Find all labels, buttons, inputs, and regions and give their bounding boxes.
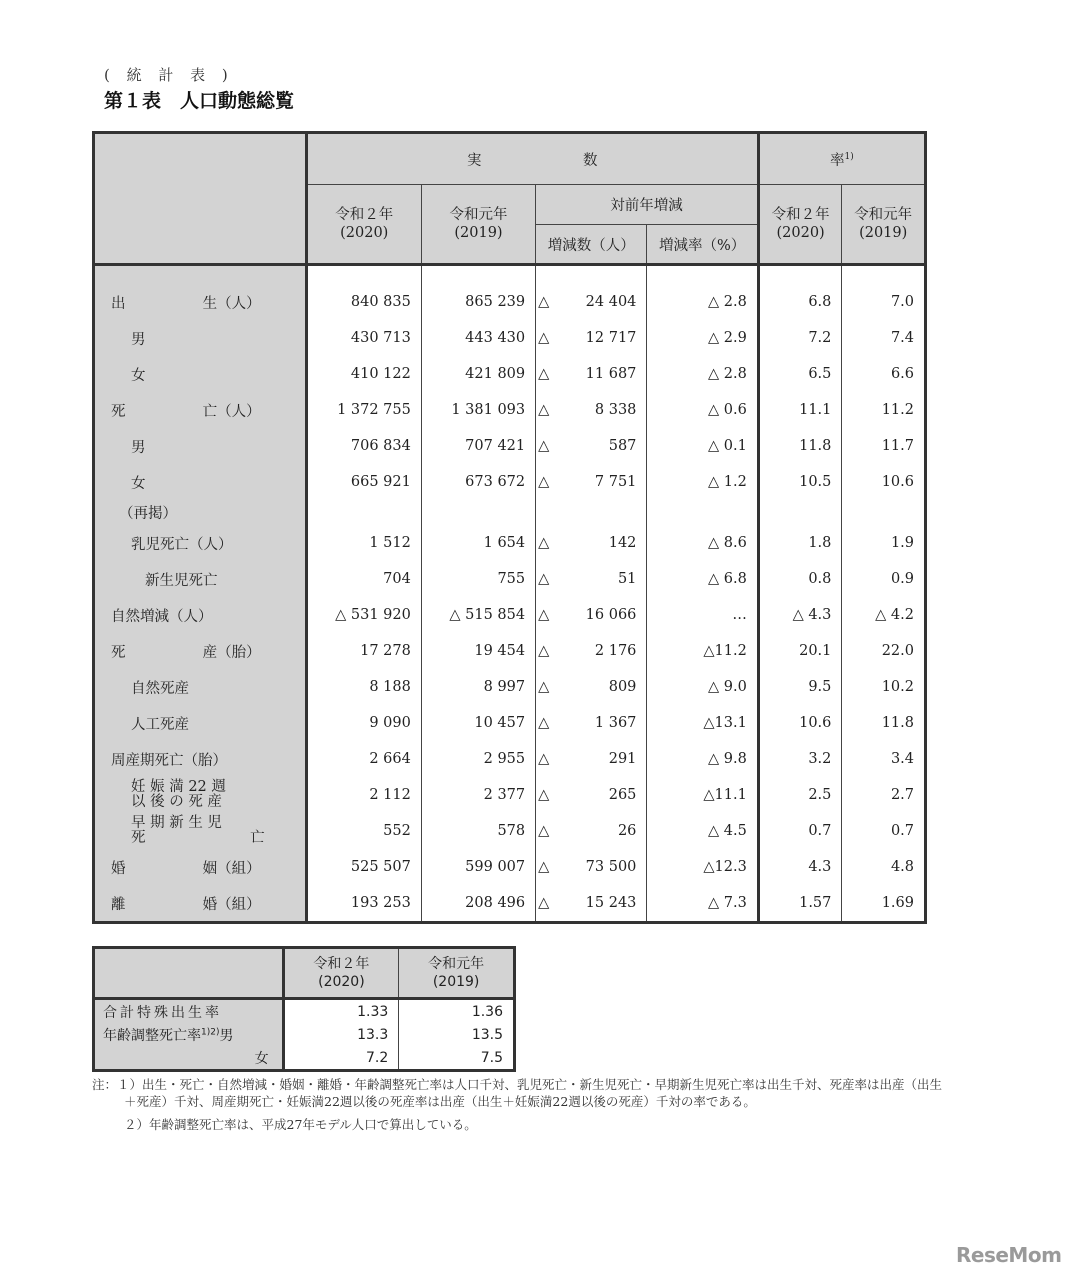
diff-count bbox=[536, 561, 647, 597]
row-label-part: 姻（組） bbox=[202, 860, 261, 877]
rate-2020: 11.8 bbox=[758, 428, 842, 464]
header-corner bbox=[94, 133, 307, 265]
rate-2019: 1.69 bbox=[842, 885, 926, 923]
diff-rate: △ 7.3 bbox=[647, 885, 758, 923]
diff-count bbox=[536, 849, 647, 885]
rate-2019: 7.4 bbox=[842, 320, 926, 356]
row-label: 乳児死亡（人） bbox=[94, 525, 307, 561]
value-2019: △ 515 854 bbox=[421, 597, 535, 633]
rate-2020: 11.1 bbox=[758, 392, 842, 428]
row-label-part: 離 bbox=[111, 896, 126, 913]
empty-cell bbox=[306, 500, 421, 525]
rate-2020: 3.2 bbox=[758, 741, 842, 777]
triangle-icon: △ bbox=[538, 438, 550, 454]
row-label-text: 年齢調整死亡率 bbox=[103, 1027, 201, 1044]
table-row bbox=[94, 999, 515, 1024]
diff-rate: … bbox=[647, 597, 758, 633]
table-row bbox=[94, 705, 926, 741]
table-row bbox=[94, 1046, 515, 1071]
value-2019: 599 007 bbox=[421, 849, 535, 885]
header-2019-label: 令和元年 bbox=[428, 956, 485, 972]
table-row bbox=[94, 500, 926, 525]
value-2019: 673 672 bbox=[421, 464, 535, 500]
empty-cell bbox=[758, 500, 842, 525]
row-label-part: 死 bbox=[111, 403, 126, 420]
header-rate-2020-year: (2020) bbox=[776, 225, 825, 241]
spacer bbox=[421, 265, 535, 285]
triangle-icon: △ bbox=[538, 402, 550, 418]
row-label bbox=[94, 1023, 284, 1046]
page-title: 第１表 人口動態総覧 bbox=[104, 90, 295, 112]
diff-value: 26 bbox=[617, 823, 637, 839]
value-2019: 1.36 bbox=[399, 999, 515, 1024]
rate-2019: 7.0 bbox=[842, 284, 926, 320]
diff-count bbox=[536, 705, 647, 741]
table-row bbox=[94, 885, 926, 923]
table-category-label: ( 統 計 表 ) bbox=[104, 66, 234, 84]
empty-cell bbox=[421, 500, 535, 525]
value-2019: 421 809 bbox=[421, 356, 535, 392]
header-2020-label: 令和２年 bbox=[313, 956, 370, 972]
value-2020: 7.2 bbox=[283, 1046, 399, 1071]
table-row bbox=[94, 428, 926, 464]
diff-count bbox=[536, 525, 647, 561]
value-2020: △ 531 920 bbox=[306, 597, 421, 633]
header-2019-year: (2019) bbox=[454, 225, 503, 241]
rate-2020: 1.8 bbox=[758, 525, 842, 561]
rate-2019: 22.0 bbox=[842, 633, 926, 669]
header-actual: 実 数 bbox=[306, 133, 758, 185]
rate-2019: 0.9 bbox=[842, 561, 926, 597]
header-rate-2019-label: 令和元年 bbox=[854, 207, 913, 223]
value-2020: 552 bbox=[306, 813, 421, 849]
header-2019-year: (2019) bbox=[432, 974, 480, 990]
row-label: 女 bbox=[94, 464, 307, 500]
table-row bbox=[94, 813, 926, 849]
diff-value: 265 bbox=[608, 787, 637, 803]
row-label-part: 出 bbox=[111, 295, 126, 312]
diff-value: 24 404 bbox=[585, 294, 637, 310]
value-2020: 525 507 bbox=[306, 849, 421, 885]
rate-2019: 10.2 bbox=[842, 669, 926, 705]
rate-2020: 0.7 bbox=[758, 813, 842, 849]
table-row bbox=[94, 561, 926, 597]
spacer bbox=[536, 265, 647, 285]
diff-value: 587 bbox=[608, 438, 637, 454]
triangle-icon: △ bbox=[538, 679, 550, 695]
rate-2020: 0.8 bbox=[758, 561, 842, 597]
header-yoy-count: 増減数（人） bbox=[536, 225, 647, 265]
value-2020: 665 921 bbox=[306, 464, 421, 500]
spacer bbox=[842, 265, 926, 285]
value-2019: 2 377 bbox=[421, 777, 535, 813]
diff-rate: △ 4.5 bbox=[647, 813, 758, 849]
triangle-icon: △ bbox=[538, 715, 550, 731]
triangle-icon: △ bbox=[538, 607, 550, 623]
value-2019: 19 454 bbox=[421, 633, 535, 669]
rate-2019: 2.7 bbox=[842, 777, 926, 813]
rate-2020: 4.3 bbox=[758, 849, 842, 885]
footnote-ref: 1)2) bbox=[201, 1026, 220, 1037]
row-label-part: 婚 bbox=[111, 860, 126, 877]
triangle-icon: △ bbox=[538, 366, 550, 382]
rate-2019: 3.4 bbox=[842, 741, 926, 777]
rate-2019: △ 4.2 bbox=[842, 597, 926, 633]
diff-rate: △11.2 bbox=[647, 633, 758, 669]
value-2020: 2 664 bbox=[306, 741, 421, 777]
diff-rate: △ 6.8 bbox=[647, 561, 758, 597]
value-2020: 8 188 bbox=[306, 669, 421, 705]
triangle-icon: △ bbox=[538, 787, 550, 803]
value-2020: 1.33 bbox=[283, 999, 399, 1024]
row-label-line: 以 後 の 死 産 bbox=[131, 794, 222, 810]
row-label-line: 早 期 新 生 児 bbox=[131, 815, 222, 831]
rate-2019: 6.6 bbox=[842, 356, 926, 392]
value-2019: 578 bbox=[421, 813, 535, 849]
triangle-icon: △ bbox=[538, 474, 550, 490]
header-rate-2020-label: 令和２年 bbox=[771, 207, 830, 223]
value-2020: 840 835 bbox=[306, 284, 421, 320]
diff-value: 15 243 bbox=[585, 895, 637, 911]
diff-value: 12 717 bbox=[585, 330, 637, 346]
row-label: 男 bbox=[94, 428, 307, 464]
triangle-icon: △ bbox=[538, 823, 550, 839]
triangle-icon: △ bbox=[538, 859, 550, 875]
header-corner bbox=[94, 948, 284, 999]
footnotes bbox=[92, 1076, 942, 1133]
header-2019 bbox=[399, 948, 515, 999]
triangle-icon: △ bbox=[538, 535, 550, 551]
empty-cell bbox=[842, 500, 926, 525]
header-2020-year: (2020) bbox=[318, 974, 365, 990]
diff-rate: △12.3 bbox=[647, 849, 758, 885]
population-dynamics-table bbox=[92, 131, 927, 924]
row-label bbox=[94, 777, 307, 813]
row-label-part: 亡（人） bbox=[202, 403, 261, 420]
row-label-part: 産（胎） bbox=[202, 644, 261, 661]
row-label-line: 妊 娠 満 22 週 bbox=[131, 779, 226, 795]
row-label-sex: 女 bbox=[94, 1046, 284, 1071]
diff-value: 2 176 bbox=[594, 643, 637, 659]
diff-rate: △ 1.2 bbox=[647, 464, 758, 500]
spacer bbox=[306, 265, 421, 285]
row-label: 女 bbox=[94, 356, 307, 392]
table-row bbox=[94, 392, 926, 428]
value-2019: 13.5 bbox=[399, 1023, 515, 1046]
triangle-icon: △ bbox=[538, 643, 550, 659]
watermark-logo: ReseMom bbox=[956, 1243, 1062, 1267]
rate-2020: 10.6 bbox=[758, 705, 842, 741]
rate-2020: 1.57 bbox=[758, 885, 842, 923]
value-2019: 8 997 bbox=[421, 669, 535, 705]
table-row bbox=[94, 849, 926, 885]
value-2019: 10 457 bbox=[421, 705, 535, 741]
rate-2020: 7.2 bbox=[758, 320, 842, 356]
row-label bbox=[94, 284, 307, 320]
value-2019: 1 654 bbox=[421, 525, 535, 561]
diff-count bbox=[536, 428, 647, 464]
diff-count bbox=[536, 813, 647, 849]
rate-2019: 11.7 bbox=[842, 428, 926, 464]
row-label bbox=[94, 885, 307, 923]
row-label: （再掲） bbox=[94, 500, 307, 525]
diff-value: 73 500 bbox=[585, 859, 637, 875]
diff-count bbox=[536, 392, 647, 428]
row-label: 男 bbox=[94, 320, 307, 356]
value-2019: 707 421 bbox=[421, 428, 535, 464]
row-label: 合計特殊出生率 bbox=[94, 999, 284, 1024]
table-row bbox=[94, 320, 926, 356]
diff-count bbox=[536, 669, 647, 705]
diff-count bbox=[536, 320, 647, 356]
row-label bbox=[94, 633, 307, 669]
row-label: 人工死産 bbox=[94, 705, 307, 741]
row-label bbox=[94, 392, 307, 428]
row-label bbox=[94, 849, 307, 885]
value-2020: 2 112 bbox=[306, 777, 421, 813]
diff-value: 809 bbox=[608, 679, 637, 695]
rate-2019: 11.2 bbox=[842, 392, 926, 428]
table-row bbox=[94, 777, 926, 813]
table-row bbox=[94, 741, 926, 777]
value-2020: 17 278 bbox=[306, 633, 421, 669]
rate-2020: 10.5 bbox=[758, 464, 842, 500]
row-label: 自然死産 bbox=[94, 669, 307, 705]
value-2019: 7.5 bbox=[399, 1046, 515, 1071]
table-row bbox=[94, 525, 926, 561]
header-yoy-rate: 増減率（%） bbox=[647, 225, 758, 265]
empty-cell bbox=[536, 500, 647, 525]
value-2019: 755 bbox=[421, 561, 535, 597]
row-label-part: 死 bbox=[111, 644, 126, 661]
header-rate-2019-year: (2019) bbox=[859, 225, 908, 241]
header-2019-label: 令和元年 bbox=[449, 207, 508, 223]
diff-rate: △ 0.1 bbox=[647, 428, 758, 464]
value-2020: 410 122 bbox=[306, 356, 421, 392]
row-label-part: 亡 bbox=[250, 830, 265, 846]
rate-footnote-ref: 1) bbox=[844, 151, 854, 162]
diff-rate: △ 9.0 bbox=[647, 669, 758, 705]
header-2020-label: 令和２年 bbox=[335, 207, 394, 223]
value-2019: 1 381 093 bbox=[421, 392, 535, 428]
value-2019: 2 955 bbox=[421, 741, 535, 777]
diff-count bbox=[536, 777, 647, 813]
footnote-2: ２）年齢調整死亡率は、平成27年モデル人口で算出している。 bbox=[124, 1117, 477, 1132]
diff-count bbox=[536, 284, 647, 320]
diff-value: 51 bbox=[617, 571, 637, 587]
spacer bbox=[94, 265, 307, 285]
value-2020: 1 512 bbox=[306, 525, 421, 561]
rate-2019: 11.8 bbox=[842, 705, 926, 741]
table-row bbox=[94, 464, 926, 500]
triangle-icon: △ bbox=[538, 895, 550, 911]
rate-2019: 0.7 bbox=[842, 813, 926, 849]
diff-rate: △ 8.6 bbox=[647, 525, 758, 561]
rate-2020: △ 4.3 bbox=[758, 597, 842, 633]
table-row bbox=[94, 1023, 515, 1046]
diff-value: 11 687 bbox=[585, 366, 637, 382]
value-2020: 704 bbox=[306, 561, 421, 597]
value-2019: 865 239 bbox=[421, 284, 535, 320]
header-2020 bbox=[283, 948, 399, 999]
diff-rate: △ 2.8 bbox=[647, 356, 758, 392]
header-rate-2019 bbox=[842, 185, 926, 265]
header-rate-2020 bbox=[758, 185, 842, 265]
table-row bbox=[94, 633, 926, 669]
header-rate-label: 率 bbox=[830, 152, 845, 169]
diff-count bbox=[536, 464, 647, 500]
spacer bbox=[647, 265, 758, 285]
value-2020: 193 253 bbox=[306, 885, 421, 923]
value-2020: 430 713 bbox=[306, 320, 421, 356]
rate-2020: 2.5 bbox=[758, 777, 842, 813]
diff-value: 16 066 bbox=[585, 607, 637, 623]
diff-rate: △ 2.8 bbox=[647, 284, 758, 320]
diff-rate: △11.1 bbox=[647, 777, 758, 813]
rate-2019: 4.8 bbox=[842, 849, 926, 885]
header-rate bbox=[758, 133, 925, 185]
diff-rate: △ 9.8 bbox=[647, 741, 758, 777]
value-2020: 1 372 755 bbox=[306, 392, 421, 428]
row-label-part: 死 bbox=[131, 830, 146, 846]
rate-2020: 9.5 bbox=[758, 669, 842, 705]
row-label: 周産期死亡（胎） bbox=[94, 741, 307, 777]
diff-value: 1 367 bbox=[594, 715, 637, 731]
triangle-icon: △ bbox=[538, 571, 550, 587]
row-label: 新生児死亡 bbox=[94, 561, 307, 597]
value-2020: 13.3 bbox=[283, 1023, 399, 1046]
rate-2020: 6.8 bbox=[758, 284, 842, 320]
fertility-mortality-table bbox=[92, 946, 516, 1072]
diff-count bbox=[536, 633, 647, 669]
table-row bbox=[94, 597, 926, 633]
empty-cell bbox=[647, 500, 758, 525]
row-label-part: 婚（組） bbox=[202, 896, 261, 913]
header-2019 bbox=[421, 185, 535, 265]
diff-count bbox=[536, 597, 647, 633]
diff-value: 7 751 bbox=[594, 474, 637, 490]
diff-count bbox=[536, 741, 647, 777]
diff-value: 291 bbox=[608, 751, 637, 767]
spacer bbox=[758, 265, 842, 285]
rate-2019: 10.6 bbox=[842, 464, 926, 500]
triangle-icon: △ bbox=[538, 751, 550, 767]
triangle-icon: △ bbox=[538, 294, 550, 310]
diff-rate: △ 2.9 bbox=[647, 320, 758, 356]
table-row bbox=[94, 284, 926, 320]
rate-2020: 20.1 bbox=[758, 633, 842, 669]
rate-2020: 6.5 bbox=[758, 356, 842, 392]
footnote-1: 注：１）出生・死亡・自然増減・婚姻・離婚・年齢調整死亡率は人口千対、乳児死亡・新生児死亡・早期新生児死亡率は出生千対、死産率は出産（出生＋死産）千対、周産期死亡・妊娠満22週以後の死産率は出産（出生＋妊娠満22週以後の死産）千対の率である。 bbox=[92, 1077, 943, 1109]
value-2020: 9 090 bbox=[306, 705, 421, 741]
value-2020: 706 834 bbox=[306, 428, 421, 464]
header-yoy: 対前年増減 bbox=[536, 185, 759, 225]
diff-rate: △ 0.6 bbox=[647, 392, 758, 428]
value-2019: 443 430 bbox=[421, 320, 535, 356]
row-label: 自然増減（人） bbox=[94, 597, 307, 633]
row-label bbox=[94, 813, 307, 849]
row-label-part: 生（人） bbox=[202, 295, 261, 312]
diff-count bbox=[536, 356, 647, 392]
diff-rate: △13.1 bbox=[647, 705, 758, 741]
diff-value: 8 338 bbox=[594, 402, 637, 418]
row-label-sex: 男 bbox=[219, 1027, 234, 1044]
value-2019: 208 496 bbox=[421, 885, 535, 923]
rate-2019: 1.9 bbox=[842, 525, 926, 561]
triangle-icon: △ bbox=[538, 330, 550, 346]
diff-value: 142 bbox=[608, 535, 637, 551]
table-row bbox=[94, 669, 926, 705]
table-row bbox=[94, 356, 926, 392]
header-2020-year: (2020) bbox=[340, 225, 389, 241]
diff-count bbox=[536, 885, 647, 923]
header-2020 bbox=[306, 185, 421, 265]
